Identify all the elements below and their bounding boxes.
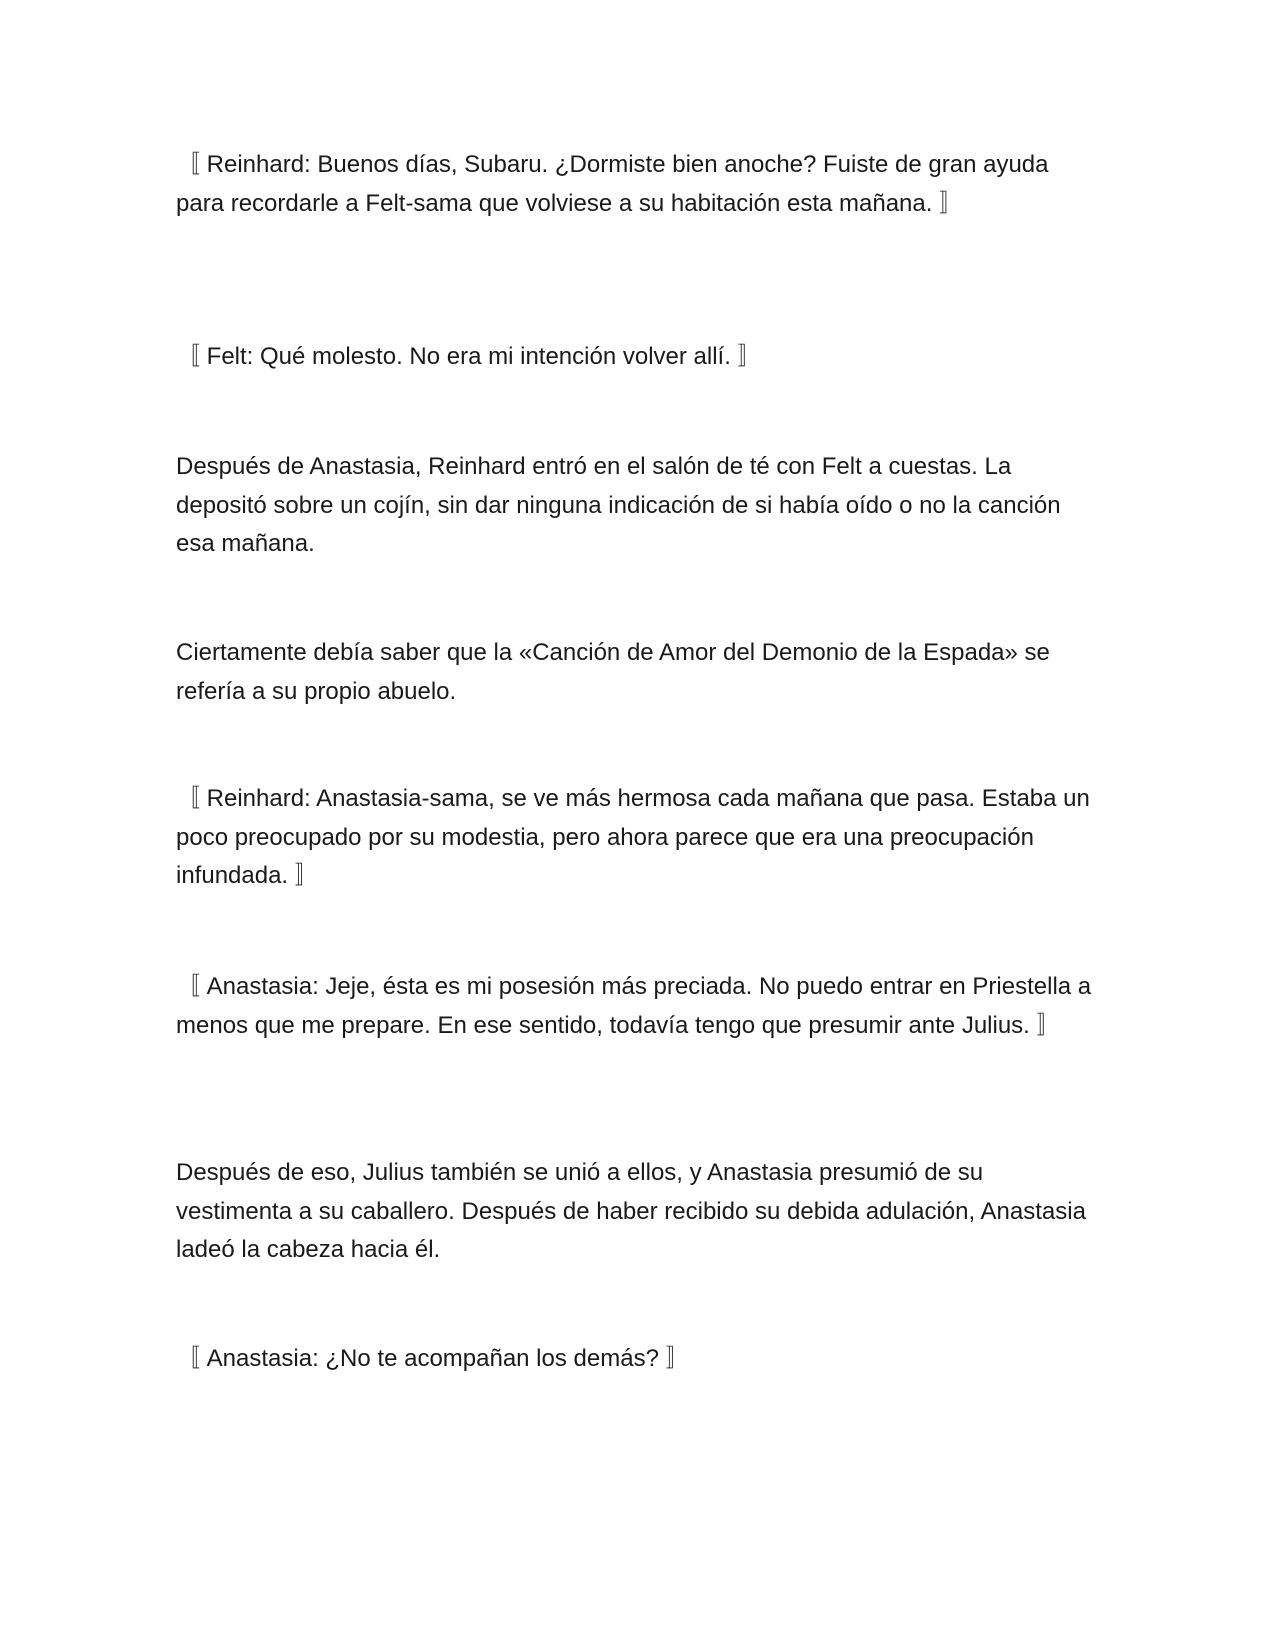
paragraph-anastasia-question: 〚 Anastasia: ¿No te acompañan los demás? 〛 — [176, 1345, 690, 1372]
paragraph-anastasia-reply: 〚 Anastasia: Jeje, ésta es mi posesión más preciada. No puedo entrar en Priestella a menos que me prepare. En ese sentido, todavía tengo que presumir ante Julius. 〛 — [176, 973, 1092, 1039]
paragraph-narration-tea-room: Después de Anastasia, Reinhard entró en el salón de té con Felt a cuestas. La depositó sobre un cojín, sin dar ninguna indicación de si había oído o no la canción esa mañana. — [176, 453, 1061, 557]
paragraph-narration-julius: Después de eso, Julius también se unió a ellos, y Anastasia presumió de su vestimenta a su caballero. Después de haber recibido su debida adulación, Anastasia ladeó la cabeza hacia él. — [176, 1159, 1086, 1263]
paragraph-reinhard-greeting: 〚 Reinhard: Buenos días, Subaru. ¿Dormiste bien anoche? Fuiste de gran ayuda para recordarle a Felt-sama que volviese a su habitación esta mañana. 〛 — [176, 151, 1049, 217]
paragraph-reinhard-compliment: 〚 Reinhard: Anastasia-sama, se ve más hermosa cada mañana que pasa. Estaba un poco preocupado por su modestia, pero ahora parece que era una preocupación infundada. 〛 — [176, 785, 1090, 889]
paragraph-felt-reply: 〚 Felt: Qué molesto. No era mi intención volver allí. 〛 — [176, 343, 762, 370]
paragraph-narration-song: Ciertamente debía saber que la «Canción de Amor del Demonio de la Espada» se refería a su propio abuelo. — [176, 639, 1050, 705]
